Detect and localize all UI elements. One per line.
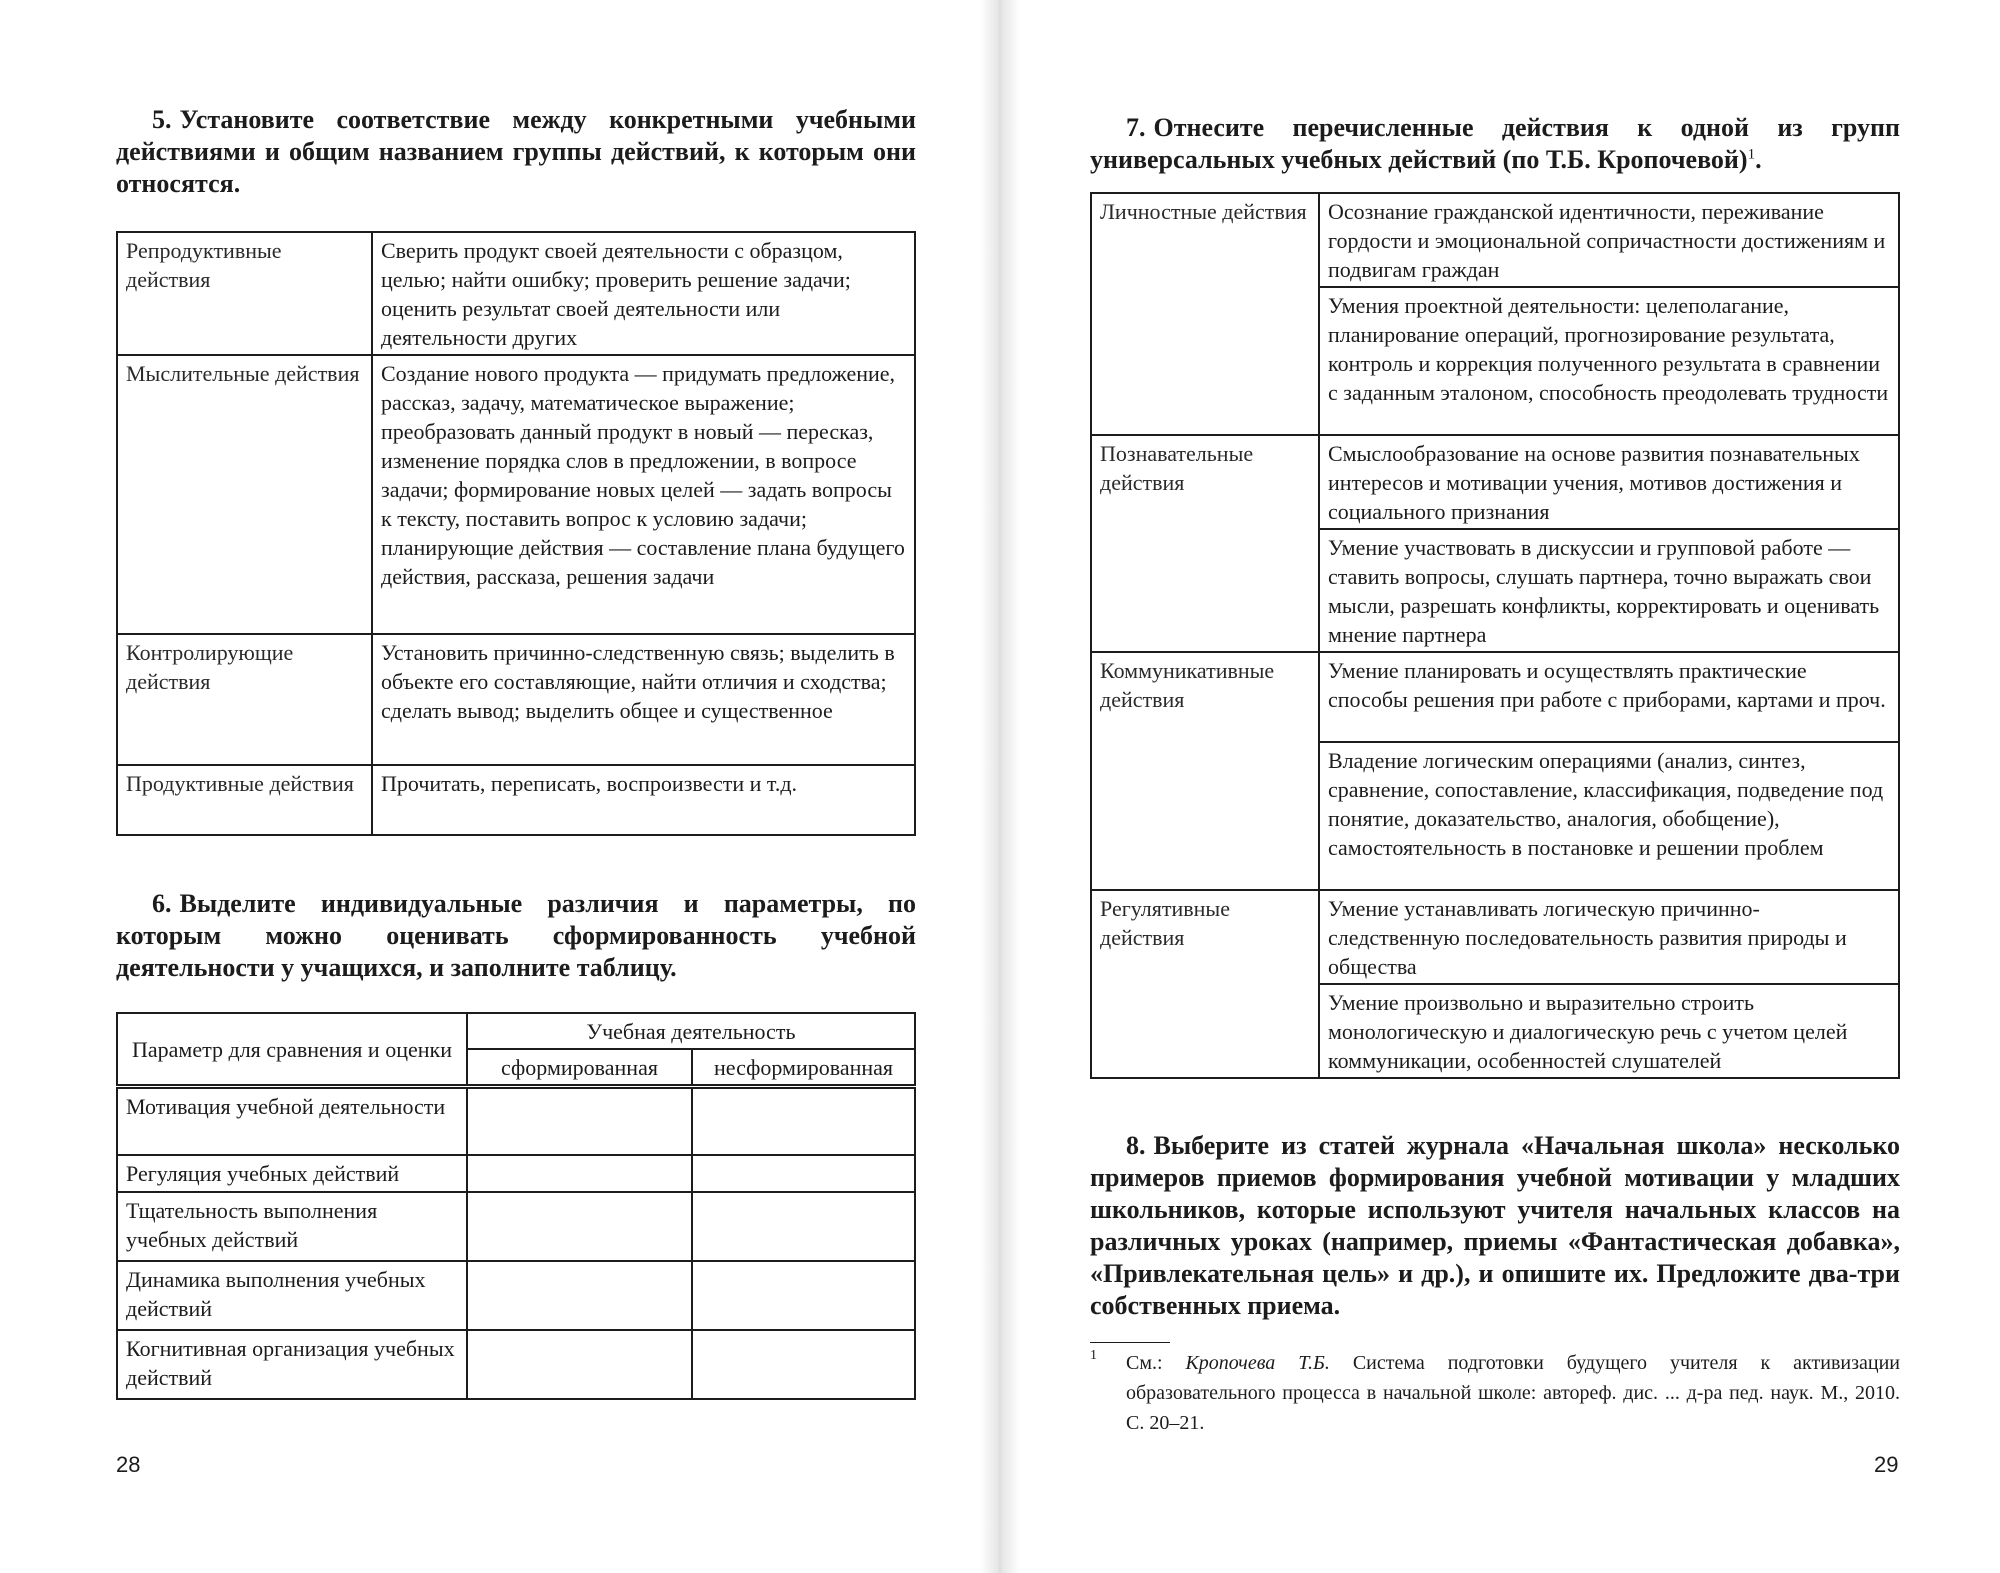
task-7-text: Отнесите перечисленные действия к одной из групп универсальных учебных действий (по Т.Б. Кропочевой) xyxy=(1090,113,1900,174)
header-activity: Учебная деятельность xyxy=(467,1013,915,1049)
task-5-heading xyxy=(116,104,916,200)
task-6-text: Выделите индивидуальные различия и параметры, по которым можно оценивать сформированность учебной деятельности у учащихся, и заполните таблицу. xyxy=(116,889,916,982)
group-name: Регулятивные действия xyxy=(1091,890,1319,1078)
group-name: Контролирующие действия xyxy=(117,634,372,765)
header-parameter: Параметр для сравнения и оценки xyxy=(117,1013,467,1087)
table-row xyxy=(1091,435,1899,529)
page-number-left: 28 xyxy=(116,1452,141,1477)
action-description: Установить причинно-следственную связь; выделить в объекте его составляющие, найти отличия и сходства; сделать вывод; выделить общее и существенное xyxy=(372,634,915,765)
action-description: Прочитать, переписать, воспроизвести и т.д. xyxy=(372,765,915,835)
parameter-name: Регуляция учебных действий xyxy=(117,1155,467,1192)
table-row xyxy=(117,1192,915,1261)
parameter-name: Динамика выполнения учебных действий xyxy=(117,1261,467,1330)
task-6-number: 6. xyxy=(152,889,172,918)
task-8-text: Выберите из статей журнала «Начальная школа» несколько примеров приемов формирования учебной мотивации у младших школьников, которые используют учителя начальных классов на различных уроках (например, приемы «Фантастическая добавка», «Привлекательная цель» и др.), и опишите их. Предложите два-три собственных приема. xyxy=(1090,1131,1900,1320)
unformed-cell xyxy=(692,1087,915,1156)
table-5 xyxy=(116,231,916,836)
unformed-cell xyxy=(692,1155,915,1192)
table-row xyxy=(117,1155,915,1192)
formed-cell xyxy=(467,1261,692,1330)
action-description: Сверить продукт своей деятельности с образцом, целью; найти ошибку; проверить решение задачи; оценить результат своей деятельности или деятельности других xyxy=(372,232,915,355)
formed-cell xyxy=(467,1192,692,1261)
table-row xyxy=(117,765,915,835)
action-item: Умения проектной деятельности: целеполагание, планирование операций, прогнозирование результата, контроль и коррекция полученного результата в сравнении с заданным эталоном, способность преодолевать трудности xyxy=(1319,287,1899,435)
table-row xyxy=(117,1330,915,1399)
action-item: Умение участвовать в дискуссии и групповой работе — ставить вопросы, слушать партнера, точно выражать свои мысли, разрешать конфликты, корректировать и оценивать мнение партнера xyxy=(1319,529,1899,652)
book-gutter xyxy=(980,0,1020,1573)
group-name: Личностные действия xyxy=(1091,193,1319,435)
task-8-number: 8. xyxy=(1126,1131,1146,1160)
table-row xyxy=(1091,890,1899,984)
table-6 xyxy=(116,1012,916,1400)
action-item: Умение устанавливать логическую причинно-следственную последовательность развития природы и общества xyxy=(1319,890,1899,984)
action-item: Владение логическим операциями (анализ, синтез, сравнение, сопоставление, классификация, подведение под понятие, доказательство, аналогия, обобщение), самостоятельность в постановке и решении проблем xyxy=(1319,742,1899,890)
task-7-number: 7. xyxy=(1126,113,1146,142)
page-number-right: 29 xyxy=(1874,1452,1899,1477)
formed-cell xyxy=(467,1330,692,1399)
header-unformed: несформированная xyxy=(692,1049,915,1087)
footnote-author: Кропочева Т.Б. xyxy=(1185,1352,1330,1374)
task-6-heading xyxy=(116,888,916,984)
table-row xyxy=(117,634,915,765)
unformed-cell xyxy=(692,1330,915,1399)
unformed-cell xyxy=(692,1261,915,1330)
table-row xyxy=(117,232,915,355)
formed-cell xyxy=(467,1155,692,1192)
formed-cell xyxy=(467,1087,692,1156)
table-row xyxy=(1091,193,1899,287)
footnote-mark: 1 xyxy=(1090,1348,1097,1363)
group-name: Познавательные действия xyxy=(1091,435,1319,652)
action-description: Создание нового продукта — придумать предложение, рассказ, задачу, математическое выражение; преобразовать данный продукт в новый — пересказ, изменение порядка слов в предложении, в вопросе задачи; формирование новых целей — задать вопросы к тексту, поставить вопрос к условию задачи; планирующие действия — составление плана будущего действия, рассказа, решения задачи xyxy=(372,355,915,634)
header-formed: сформированная xyxy=(467,1049,692,1087)
parameter-name: Мотивация учебной деятельности xyxy=(117,1087,467,1156)
footnote-ref[interactable]: 1 xyxy=(1747,146,1756,163)
action-item: Умение произвольно и выразительно строить монологическую и диалогическую речь с учетом целей коммуникации, особенностей слушателей xyxy=(1319,984,1899,1078)
table-7 xyxy=(1090,192,1900,1079)
parameter-name: Тщательность выполнения учебных действий xyxy=(117,1192,467,1261)
table-row xyxy=(117,1261,915,1330)
table-header-row xyxy=(117,1013,915,1049)
task-5-number: 5. xyxy=(152,105,172,134)
action-item: Осознание гражданской идентичности, переживание гордости и эмоциональной сопричастности достижениям и подвигам граждан xyxy=(1319,193,1899,287)
group-name: Репродуктивные действия xyxy=(117,232,372,355)
footnote xyxy=(1126,1348,1900,1438)
table-row xyxy=(1091,652,1899,742)
footnote-divider xyxy=(1090,1342,1170,1343)
task-7-end: . xyxy=(1755,145,1762,174)
group-name: Продуктивные действия xyxy=(117,765,372,835)
table-row xyxy=(117,1087,915,1156)
footnote-prefix: См.: xyxy=(1126,1352,1186,1374)
footnote-text: Система подготовки будущего учителя к активизации образовательного процесса в начальной школе: автореф. дис. ... д-ра пед. наук. М., 2010. С. 20–21. xyxy=(1126,1352,1900,1434)
task-8-heading xyxy=(1090,1130,1900,1322)
action-item: Смыслообразование на основе развития познавательных интересов и мотивации учения, мотивов достижения и социального признания xyxy=(1319,435,1899,529)
action-item: Умение планировать и осуществлять практические способы решения при работе с приборами, картами и проч. xyxy=(1319,652,1899,742)
task-7-heading xyxy=(1090,112,1900,176)
group-name: Коммуникативные действия xyxy=(1091,652,1319,890)
group-name: Мыслительные действия xyxy=(117,355,372,634)
parameter-name: Когнитивная организация учебных действий xyxy=(117,1330,467,1399)
table-row xyxy=(117,355,915,634)
task-5-text: Установите соответствие между конкретными учебными действиями и общим названием группы действий, к которым они относятся. xyxy=(116,105,916,198)
unformed-cell xyxy=(692,1192,915,1261)
